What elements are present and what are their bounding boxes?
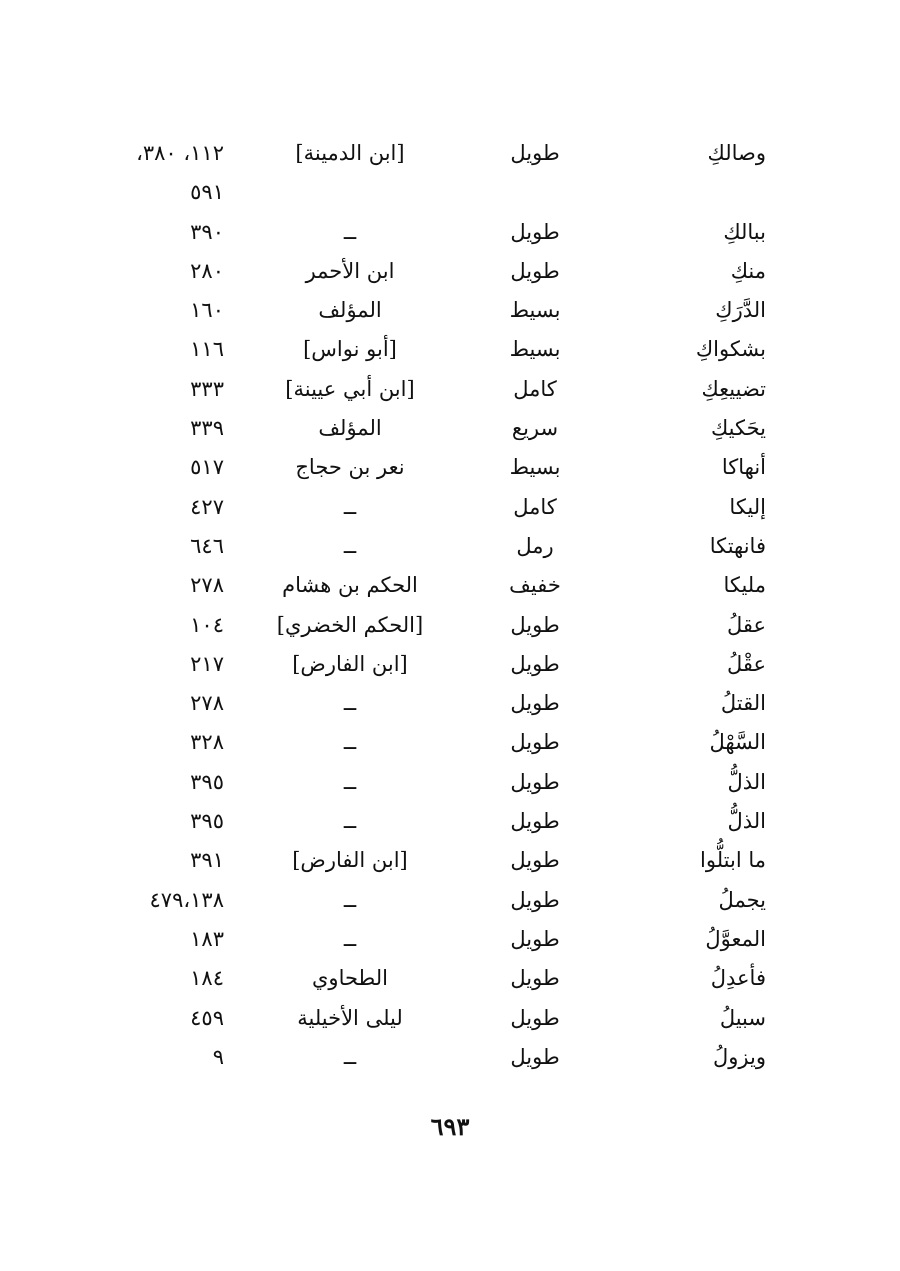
page-references: ١٦٠ [190,298,224,323]
meter: طويل [510,809,560,834]
index-row [120,330,780,369]
meter: بسيط [509,337,561,362]
verse-index-table [120,134,780,1077]
meter: طويل [510,730,560,755]
index-row [120,488,780,527]
page-references: ٤٥٩ [190,1005,224,1030]
poet-name: ــ [343,730,357,755]
rhyme-word: مليكا [723,573,766,598]
index-row [120,920,780,959]
index-row [120,959,780,998]
rhyme-word: فانهتكا [709,533,766,558]
page-references: ٣٩٠ [190,219,224,244]
meter: كامل [513,494,557,519]
meter: طويل [510,612,560,637]
page-references: ٢١٧ [190,651,224,676]
index-row [120,1038,780,1077]
poet-name: المؤلف [318,416,382,441]
index-row [120,841,780,880]
poet-name: ــ [343,769,357,794]
meter: طويل [510,258,560,283]
page-references: ٣٩٥ [190,769,224,794]
index-row [120,881,780,920]
rhyme-word: فأعدِلُ [710,966,766,991]
rhyme-word: القتلُ [720,691,766,716]
rhyme-word: سبيلُ [719,1005,766,1030]
poet-name: ــ [343,926,357,951]
page-references: ١٠٤ [190,612,224,637]
page-references: ٥٩١ [190,180,224,205]
poet-name: الطحاوي [312,966,388,991]
rhyme-word: وصالكِ [707,141,766,165]
meter: طويل [510,1005,560,1030]
rhyme-word: ما ابتلُّوا [700,848,766,873]
index-row [120,684,780,723]
rhyme-word: بشكواكِ [695,337,766,362]
poet-name: [ابن أبي عيينة] [285,376,415,401]
page-references: ٢٧٨ [190,691,224,716]
rhyme-word: الدَّرَكِ [715,298,766,323]
poet-name: ابن الأحمر [305,258,395,283]
poet-name: ــ [343,1044,357,1069]
poet-name: [ابن الفارض] [292,651,408,676]
page-references: ٣٣٣ [190,376,224,401]
index-row [120,252,780,291]
rhyme-word: عقْلُ [726,651,766,676]
rhyme-word: المعوَّلُ [705,926,766,951]
poet-name [265,173,435,212]
poet-name: الحكم بن هشام [282,573,418,598]
index-row [120,409,780,448]
meter: طويل [510,926,560,951]
page-references: ١٨٣ [190,926,224,951]
page-number: ٦٩٣ [430,1112,470,1141]
rhyme-word: الذلُّ [727,769,766,794]
page-references: ١١٦ [190,337,224,362]
page-references: ٦٤٦ [190,533,224,558]
page-references: ٢٧٨ [190,573,224,598]
rhyme-word: إليكا [729,494,766,519]
page-references: ٣٩١ [190,848,224,873]
poet-name: [أبو نواس] [303,337,397,362]
rhyme-word: الذلُّ [727,809,766,834]
page-references: ٣٢٨ [190,730,224,755]
index-row [120,370,780,409]
rhyme-word: ويزولُ [713,1044,766,1069]
rhyme-word: منكِ [730,258,766,283]
page-references: ٢٨٠ [190,258,224,283]
index-row [120,802,780,841]
index-row [120,645,780,684]
meter [495,173,575,212]
meter: خفيف [509,573,561,598]
meter: طويل [510,691,560,716]
meter: طويل [510,1044,560,1069]
rhyme-word: السَّهْلُ [709,730,766,755]
index-row [120,566,780,605]
page-references: ٥١٧ [190,455,224,480]
index-row [120,291,780,330]
rhyme-word: يجملُ [718,887,766,912]
page-references: ٣٩٥ [190,809,224,834]
poet-name: المؤلف [318,298,382,323]
poet-name: ــ [343,533,357,558]
meter: سريع [511,416,559,441]
page-references: ٤٢٧ [190,494,224,519]
meter: طويل [510,848,560,873]
index-row [120,134,780,173]
index-row [120,173,780,212]
index-row [120,763,780,802]
page-references: ٩ [212,1044,224,1069]
page-references: ٤٧٩،١٣٨ [149,887,224,912]
poet-name: ــ [343,691,357,716]
rhyme-word: يحَكيكِ [710,416,766,441]
poet-name: [ابن الفارض] [292,848,408,873]
poet-name: نعر بن حجاج [295,455,405,480]
meter: طويل [510,966,560,991]
meter: بسيط [509,455,561,480]
page-references: ١٨٤ [190,966,224,991]
index-row [120,723,780,762]
meter: بسيط [509,298,561,323]
poet-name: ــ [343,494,357,519]
index-row [120,606,780,645]
index-row [120,999,780,1038]
poet-name: ــ [343,809,357,834]
poet-name: [ابن الدمينة] [295,141,405,165]
meter: طويل [510,769,560,794]
meter: طويل [510,141,560,165]
poet-name: ــ [343,887,357,912]
page-references: ٣٣٩ [190,416,224,441]
meter: طويل [510,651,560,676]
rhyme-word: عقلُ [726,612,766,637]
index-row [120,448,780,487]
meter: كامل [513,376,557,401]
index-row [120,213,780,252]
rhyme-word: ببالكِ [723,219,766,244]
page-references: ١١٢، ٣٨٠، [136,141,224,165]
rhyme-word: أنهاكا [721,455,766,480]
poet-name: ليلى الأخيلية [297,1005,403,1030]
index-row [120,527,780,566]
poet-name: [الحكم الخضري] [276,612,424,637]
meter: طويل [510,887,560,912]
meter: طويل [510,219,560,244]
rhyme-word: تضييعِكِ [701,376,766,401]
poet-name: ــ [343,219,357,244]
meter: رمل [516,533,554,558]
